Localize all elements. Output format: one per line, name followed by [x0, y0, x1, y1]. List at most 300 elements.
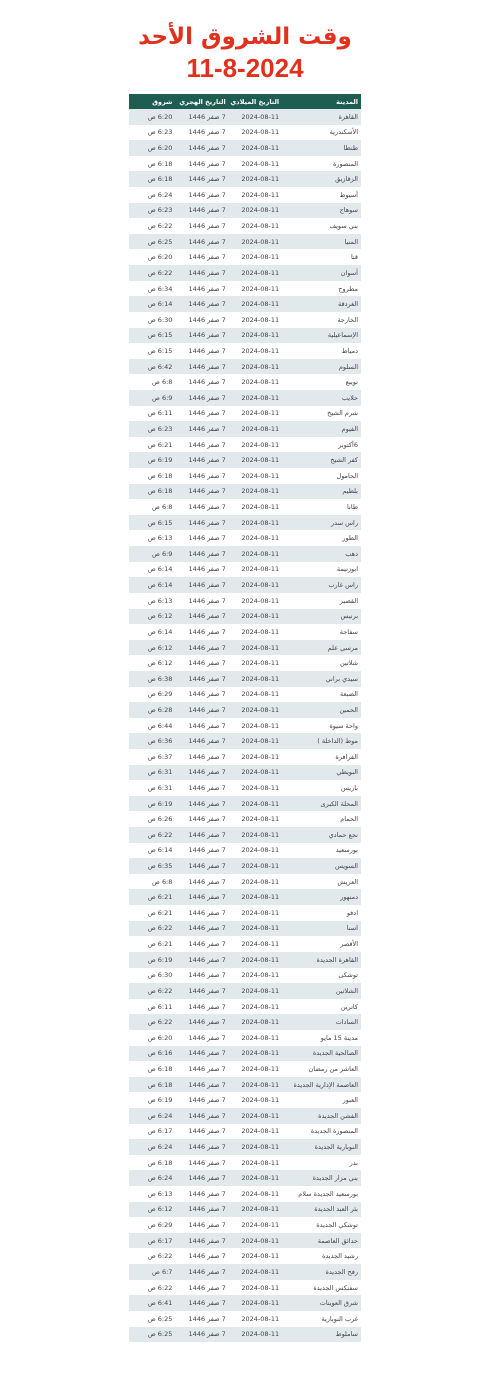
cell-hijri: 7 صفر 1446 [175, 687, 228, 703]
cell-gregorian: 2024-08-11 [229, 1092, 282, 1108]
cell-hijri: 7 صفر 1446 [175, 702, 228, 718]
table-row [129, 733, 361, 749]
table-row [129, 858, 361, 874]
cell-sunrise: 6:30 ص [129, 312, 175, 328]
table-row [129, 484, 361, 500]
cell-hijri: 7 صفر 1446 [175, 265, 228, 281]
cell-city: سفنكس الجديدة [282, 1280, 361, 1296]
table-row [129, 530, 361, 546]
table-row [129, 156, 361, 172]
table-row [129, 952, 361, 968]
cell-hijri: 7 صفر 1446 [175, 546, 228, 562]
cell-sunrise: 6:13 ص [129, 530, 175, 546]
table-row [129, 811, 361, 827]
table-row [129, 374, 361, 390]
cell-gregorian: 2024-08-11 [229, 359, 282, 375]
table-row [129, 171, 361, 187]
table-row [129, 1233, 361, 1249]
cell-sunrise: 6:36 ص [129, 733, 175, 749]
table-row [129, 765, 361, 781]
cell-sunrise: 6:13 ص [129, 593, 175, 609]
cell-city: الفرافرة [282, 749, 361, 765]
cell-hijri: 7 صفر 1446 [175, 655, 228, 671]
cell-hijri: 7 صفر 1446 [175, 1327, 228, 1343]
cell-city: بدر [282, 1155, 361, 1171]
cell-city: نويبع [282, 374, 361, 390]
table-row [129, 609, 361, 625]
table-row [129, 452, 361, 468]
table-row [129, 1030, 361, 1046]
cell-sunrise: 6:44 ص [129, 718, 175, 734]
cell-gregorian: 2024-08-11 [229, 1295, 282, 1311]
cell-sunrise: 6:22 ص [129, 1248, 175, 1264]
cell-hijri: 7 صفر 1446 [175, 1061, 228, 1077]
cell-city: حلايب [282, 390, 361, 406]
cell-sunrise: 6:18 ص [129, 1077, 175, 1093]
cell-hijri: 7 صفر 1446 [175, 406, 228, 422]
cell-sunrise: 6:24 ص [129, 187, 175, 203]
cell-hijri: 7 صفر 1446 [175, 1311, 228, 1327]
cell-sunrise: 6:25 ص [129, 1327, 175, 1343]
cell-gregorian: 2024-08-11 [229, 546, 282, 562]
table-row [129, 234, 361, 250]
cell-city: مطروح [282, 281, 361, 297]
table-row [129, 546, 361, 562]
cell-hijri: 7 صفر 1446 [175, 640, 228, 656]
cell-city: مرسى علم [282, 640, 361, 656]
cell-sunrise: 6:29 ص [129, 687, 175, 703]
cell-hijri: 7 صفر 1446 [175, 609, 228, 625]
cell-gregorian: 2024-08-11 [229, 452, 282, 468]
cell-city: الأقصر [282, 936, 361, 952]
cell-gregorian: 2024-08-11 [229, 593, 282, 609]
cell-city: موط (الداخلة ) [282, 733, 361, 749]
cell-city: المنصورة الجديدة [282, 1124, 361, 1140]
cell-sunrise: 6:22 ص [129, 827, 175, 843]
cell-city: المحلة الكبرى [282, 796, 361, 812]
cell-hijri: 7 صفر 1446 [175, 1248, 228, 1264]
cell-gregorian: 2024-08-11 [229, 655, 282, 671]
table-row [129, 406, 361, 422]
cell-gregorian: 2024-08-11 [229, 1014, 282, 1030]
cell-sunrise: 6:19 ص [129, 952, 175, 968]
cell-city: رشيد الجديدة [282, 1248, 361, 1264]
cell-gregorian: 2024-08-11 [229, 905, 282, 921]
table-row [129, 296, 361, 312]
table-row [129, 265, 361, 281]
table-row [129, 1077, 361, 1093]
cell-hijri: 7 صفر 1446 [175, 1295, 228, 1311]
cell-sunrise: 6:35 ص [129, 858, 175, 874]
cell-hijri: 7 صفر 1446 [175, 234, 228, 250]
cell-gregorian: 2024-08-11 [229, 406, 282, 422]
cell-hijri: 7 صفر 1446 [175, 671, 228, 687]
cell-city: الحمين [282, 702, 361, 718]
cell-city: بلطيم [282, 484, 361, 500]
cell-sunrise: 6:11 ص [129, 999, 175, 1015]
table-row [129, 843, 361, 859]
cell-sunrise: 6:26 ص [129, 811, 175, 827]
cell-gregorian: 2024-08-11 [229, 468, 282, 484]
cell-gregorian: 2024-08-11 [229, 796, 282, 812]
cell-hijri: 7 صفر 1446 [175, 905, 228, 921]
table-row [129, 1092, 361, 1108]
table-row [129, 718, 361, 734]
header-hijri: التاريخ الهجري [175, 94, 228, 109]
cell-city: كاترين [282, 999, 361, 1015]
table-row [129, 1280, 361, 1296]
cell-sunrise: 6:42 ص [129, 359, 175, 375]
cell-gregorian: 2024-08-11 [229, 889, 282, 905]
cell-sunrise: 6:14 ص [129, 296, 175, 312]
cell-sunrise: 6:31 ص [129, 765, 175, 781]
cell-hijri: 7 صفر 1446 [175, 624, 228, 640]
cell-hijri: 7 صفر 1446 [175, 1077, 228, 1093]
cell-gregorian: 2024-08-11 [229, 296, 282, 312]
cell-sunrise: 6:38 ص [129, 671, 175, 687]
cell-city: الطور [282, 530, 361, 546]
cell-hijri: 7 صفر 1446 [175, 749, 228, 765]
cell-hijri: 7 صفر 1446 [175, 577, 228, 593]
cell-city: القاهرة الجديدة [282, 952, 361, 968]
cell-sunrise: 6:14 ص [129, 562, 175, 578]
cell-hijri: 7 صفر 1446 [175, 1124, 228, 1140]
cell-sunrise: 6:20 ص [129, 140, 175, 156]
table-row [129, 827, 361, 843]
cell-city: السويس [282, 858, 361, 874]
cell-gregorian: 2024-08-11 [229, 1170, 282, 1186]
table-row [129, 921, 361, 937]
table-row [129, 796, 361, 812]
cell-hijri: 7 صفر 1446 [175, 1264, 228, 1280]
cell-city: العبور [282, 1092, 361, 1108]
cell-gregorian: 2024-08-11 [229, 609, 282, 625]
cell-hijri: 7 صفر 1446 [175, 843, 228, 859]
cell-sunrise: 6:15 ص [129, 328, 175, 344]
cell-city: طنطا [282, 140, 361, 156]
cell-hijri: 7 صفر 1446 [175, 140, 228, 156]
cell-gregorian: 2024-08-11 [229, 999, 282, 1015]
cell-hijri: 7 صفر 1446 [175, 1155, 228, 1171]
cell-city: قنا [282, 249, 361, 265]
cell-city: برنيس [282, 609, 361, 625]
cell-hijri: 7 صفر 1446 [175, 936, 228, 952]
cell-hijri: 7 صفر 1446 [175, 390, 228, 406]
cell-sunrise: 6:21 ص [129, 437, 175, 453]
cell-gregorian: 2024-08-11 [229, 749, 282, 765]
cell-city: شرم الشيخ [282, 406, 361, 422]
cell-sunrise: 6:29 ص [129, 1217, 175, 1233]
cell-city: الأسكندرية [282, 125, 361, 141]
cell-sunrise: 6:8 ص [129, 874, 175, 890]
cell-sunrise: 6:15 ص [129, 343, 175, 359]
cell-gregorian: 2024-08-11 [229, 374, 282, 390]
cell-hijri: 7 صفر 1446 [175, 999, 228, 1015]
cell-sunrise: 6:20 ص [129, 1030, 175, 1046]
cell-sunrise: 6:11 ص [129, 406, 175, 422]
cell-city: حدائق العاصمة [282, 1233, 361, 1249]
cell-sunrise: 6:22 ص [129, 218, 175, 234]
table-row [129, 562, 361, 578]
cell-city: الصالحية الجديدة [282, 1046, 361, 1062]
cell-sunrise: 6:14 ص [129, 843, 175, 859]
cell-sunrise: 6:21 ص [129, 905, 175, 921]
cell-hijri: 7 صفر 1446 [175, 530, 228, 546]
cell-gregorian: 2024-08-11 [229, 921, 282, 937]
cell-sunrise: 6:18 ص [129, 171, 175, 187]
cell-city: شلاتين [282, 655, 361, 671]
cell-city: كفر الشيخ [282, 452, 361, 468]
cell-hijri: 7 صفر 1446 [175, 780, 228, 796]
table-row [129, 687, 361, 703]
cell-sunrise: 6:21 ص [129, 936, 175, 952]
cell-gregorian: 2024-08-11 [229, 140, 282, 156]
cell-city: بئر العبد الجديدة [282, 1202, 361, 1218]
cell-hijri: 7 صفر 1446 [175, 1186, 228, 1202]
table-row [129, 218, 361, 234]
cell-gregorian: 2024-08-11 [229, 1186, 282, 1202]
cell-sunrise: 6:22 ص [129, 1014, 175, 1030]
cell-city: راس سدر [282, 515, 361, 531]
cell-hijri: 7 صفر 1446 [175, 437, 228, 453]
cell-sunrise: 6:14 ص [129, 624, 175, 640]
cell-sunrise: 6:23 ص [129, 421, 175, 437]
table-row [129, 983, 361, 999]
cell-sunrise: 6:41 ص [129, 1295, 175, 1311]
cell-hijri: 7 صفر 1446 [175, 1030, 228, 1046]
cell-hijri: 7 صفر 1446 [175, 889, 228, 905]
table-row [129, 125, 361, 141]
cell-hijri: 7 صفر 1446 [175, 171, 228, 187]
cell-gregorian: 2024-08-11 [229, 312, 282, 328]
cell-gregorian: 2024-08-11 [229, 780, 282, 796]
cell-gregorian: 2024-08-11 [229, 109, 282, 125]
cell-hijri: 7 صفر 1446 [175, 921, 228, 937]
cell-gregorian: 2024-08-11 [229, 640, 282, 656]
table-row [129, 968, 361, 984]
cell-sunrise: 6:18 ص [129, 1061, 175, 1077]
cell-hijri: 7 صفر 1446 [175, 796, 228, 812]
cell-city: بني سويف [282, 218, 361, 234]
cell-city: المنصورة [282, 156, 361, 172]
cell-city: واحة سيوة [282, 718, 361, 734]
cell-gregorian: 2024-08-11 [229, 765, 282, 781]
cell-sunrise: 6:8 ص [129, 499, 175, 515]
cell-hijri: 7 صفر 1446 [175, 1046, 228, 1062]
table-row [129, 390, 361, 406]
cell-hijri: 7 صفر 1446 [175, 718, 228, 734]
cell-sunrise: 6:25 ص [129, 1311, 175, 1327]
cell-hijri: 7 صفر 1446 [175, 296, 228, 312]
cell-sunrise: 6:23 ص [129, 203, 175, 219]
cell-gregorian: 2024-08-11 [229, 1061, 282, 1077]
table-row [129, 936, 361, 952]
cell-sunrise: 6:18 ص [129, 468, 175, 484]
table-row [129, 343, 361, 359]
cell-city: العريش [282, 874, 361, 890]
table-row [129, 577, 361, 593]
cell-city: 6أكتوبر [282, 437, 361, 453]
cell-gregorian: 2024-08-11 [229, 718, 282, 734]
cell-sunrise: 6:22 ص [129, 1280, 175, 1296]
cell-sunrise: 6:18 ص [129, 1155, 175, 1171]
cell-gregorian: 2024-08-11 [229, 156, 282, 172]
cell-city: السادات [282, 1014, 361, 1030]
table-row [129, 499, 361, 515]
cell-gregorian: 2024-08-11 [229, 1233, 282, 1249]
cell-gregorian: 2024-08-11 [229, 577, 282, 593]
cell-gregorian: 2024-08-11 [229, 328, 282, 344]
cell-sunrise: 6:22 ص [129, 265, 175, 281]
cell-hijri: 7 صفر 1446 [175, 374, 228, 390]
table-row [129, 889, 361, 905]
table-row [129, 655, 361, 671]
table-row [129, 421, 361, 437]
table-row [129, 249, 361, 265]
cell-hijri: 7 صفر 1446 [175, 827, 228, 843]
cell-city: الشلاتين [282, 983, 361, 999]
cell-gregorian: 2024-08-11 [229, 1077, 282, 1093]
cell-hijri: 7 صفر 1446 [175, 968, 228, 984]
cell-city: العاشر من رمضان [282, 1061, 361, 1077]
table-row [129, 1014, 361, 1030]
cell-hijri: 7 صفر 1446 [175, 156, 228, 172]
cell-city: الخارجة [282, 312, 361, 328]
cell-sunrise: 6:24 ص [129, 1108, 175, 1124]
cell-gregorian: 2024-08-11 [229, 125, 282, 141]
cell-city: بورسعيد الجديدة سلام [282, 1186, 361, 1202]
cell-gregorian: 2024-08-11 [229, 843, 282, 859]
cell-hijri: 7 صفر 1446 [175, 203, 228, 219]
cell-city: الحامول [282, 468, 361, 484]
cell-sunrise: 6:24 ص [129, 1139, 175, 1155]
cell-sunrise: 6:8 ص [129, 374, 175, 390]
cell-city: أسوان [282, 265, 361, 281]
table-row [129, 1139, 361, 1155]
table-header-row [129, 94, 361, 109]
cell-city: المنيا [282, 234, 361, 250]
cell-hijri: 7 صفر 1446 [175, 1217, 228, 1233]
cell-sunrise: 6:14 ص [129, 577, 175, 593]
cell-hijri: 7 صفر 1446 [175, 765, 228, 781]
cell-sunrise: 6:20 ص [129, 109, 175, 125]
cell-gregorian: 2024-08-11 [229, 858, 282, 874]
cell-gregorian: 2024-08-11 [229, 1030, 282, 1046]
cell-sunrise: 6:9 ص [129, 546, 175, 562]
cell-sunrise: 6:17 ص [129, 1233, 175, 1249]
cell-hijri: 7 صفر 1446 [175, 515, 228, 531]
cell-hijri: 7 صفر 1446 [175, 1202, 228, 1218]
cell-gregorian: 2024-08-11 [229, 1311, 282, 1327]
cell-hijri: 7 صفر 1446 [175, 125, 228, 141]
cell-gregorian: 2024-08-11 [229, 1108, 282, 1124]
cell-city: العاصمة الإدارية الجديدة [282, 1077, 361, 1093]
table-row [129, 468, 361, 484]
cell-gregorian: 2024-08-11 [229, 484, 282, 500]
cell-sunrise: 6:16 ص [129, 1046, 175, 1062]
header-city: المدينة [282, 94, 361, 109]
cell-sunrise: 6:12 ص [129, 1202, 175, 1218]
table-row [129, 624, 361, 640]
cell-sunrise: 6:12 ص [129, 655, 175, 671]
cell-sunrise: 6:18 ص [129, 156, 175, 172]
cell-gregorian: 2024-08-11 [229, 936, 282, 952]
cell-sunrise: 6:20 ص [129, 249, 175, 265]
table-row [129, 187, 361, 203]
sunrise-table [129, 94, 361, 1342]
cell-gregorian: 2024-08-11 [229, 218, 282, 234]
cell-gregorian: 2024-08-11 [229, 1264, 282, 1280]
cell-city: توشكي الجديدة [282, 1217, 361, 1233]
cell-city: نجع حمادي [282, 827, 361, 843]
cell-sunrise: 6:9 ص [129, 390, 175, 406]
cell-city: توشكى [282, 968, 361, 984]
cell-gregorian: 2024-08-11 [229, 437, 282, 453]
cell-hijri: 7 صفر 1446 [175, 858, 228, 874]
cell-hijri: 7 صفر 1446 [175, 499, 228, 515]
cell-sunrise: 6:28 ص [129, 702, 175, 718]
cell-city: دمنهور [282, 889, 361, 905]
cell-gregorian: 2024-08-11 [229, 499, 282, 515]
cell-gregorian: 2024-08-11 [229, 281, 282, 297]
cell-city: غرب النوبارية [282, 1311, 361, 1327]
table-row [129, 1202, 361, 1218]
cell-city: اسنا [282, 921, 361, 937]
table-row [129, 1217, 361, 1233]
table-row [129, 281, 361, 297]
table-row [129, 312, 361, 328]
cell-sunrise: 6:37 ص [129, 749, 175, 765]
cell-city: بورسعيد [282, 843, 361, 859]
table-row [129, 1311, 361, 1327]
table-row [129, 702, 361, 718]
cell-hijri: 7 صفر 1446 [175, 562, 228, 578]
cell-city: باريس [282, 780, 361, 796]
cell-gregorian: 2024-08-11 [229, 1124, 282, 1140]
table-row [129, 1124, 361, 1140]
table-row [129, 905, 361, 921]
table-row [129, 1108, 361, 1124]
cell-hijri: 7 صفر 1446 [175, 359, 228, 375]
cell-gregorian: 2024-08-11 [229, 1046, 282, 1062]
cell-city: راس غارب [282, 577, 361, 593]
cell-gregorian: 2024-08-11 [229, 530, 282, 546]
table-row [129, 593, 361, 609]
page-title: وقت الشروق الأحد [138, 24, 352, 50]
cell-gregorian: 2024-08-11 [229, 1139, 282, 1155]
cell-city: الفشن الجديدة [282, 1108, 361, 1124]
cell-gregorian: 2024-08-11 [229, 562, 282, 578]
cell-sunrise: 6:31 ص [129, 780, 175, 796]
cell-hijri: 7 صفر 1446 [175, 1108, 228, 1124]
cell-hijri: 7 صفر 1446 [175, 1170, 228, 1186]
cell-gregorian: 2024-08-11 [229, 203, 282, 219]
page-date: 11-8-2024 [186, 53, 304, 83]
cell-city: بني مزار الجديدة [282, 1170, 361, 1186]
cell-gregorian: 2024-08-11 [229, 1217, 282, 1233]
cell-city: البويطي [282, 765, 361, 781]
cell-city: ابوزنيمة [282, 562, 361, 578]
cell-city: سفاجة [282, 624, 361, 640]
cell-hijri: 7 صفر 1446 [175, 343, 228, 359]
cell-sunrise: 6:23 ص [129, 125, 175, 141]
cell-hijri: 7 صفر 1446 [175, 1280, 228, 1296]
cell-hijri: 7 صفر 1446 [175, 109, 228, 125]
cell-city: طابا [282, 499, 361, 515]
cell-city: القصير [282, 593, 361, 609]
cell-sunrise: 6:13 ص [129, 1186, 175, 1202]
cell-city: النوبارية الجديدة [282, 1139, 361, 1155]
